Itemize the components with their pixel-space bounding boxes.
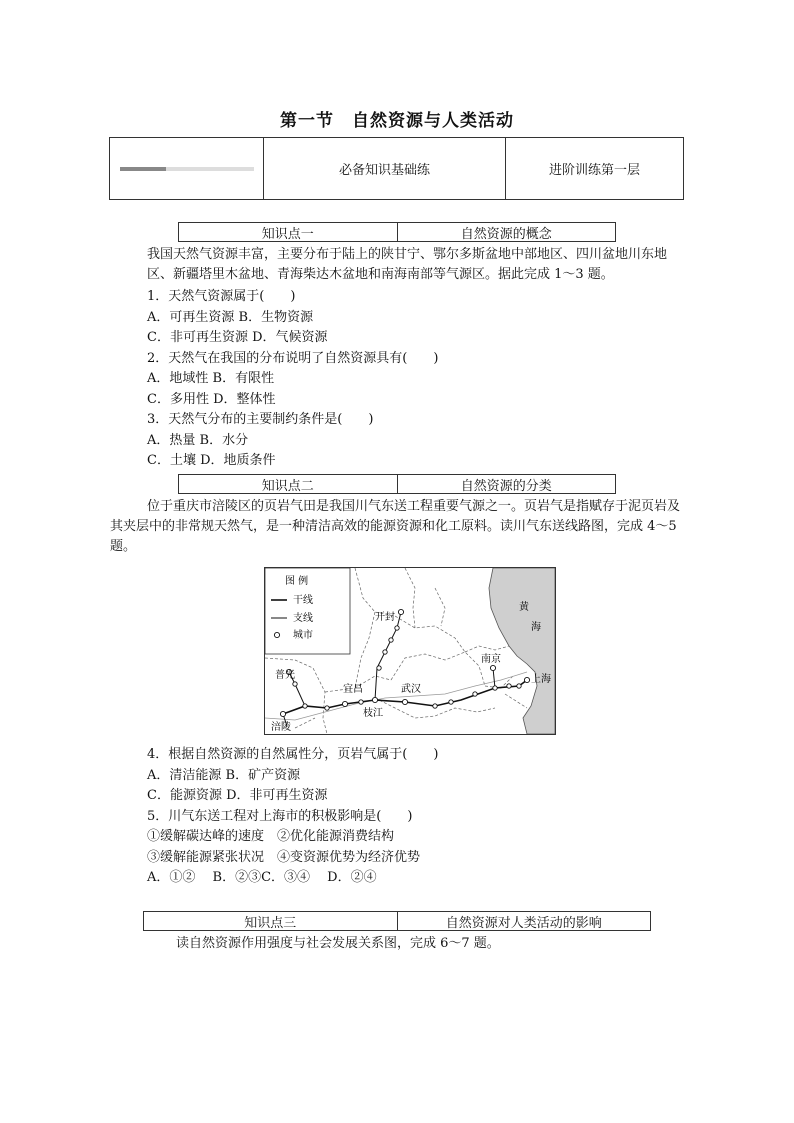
city-label-yichang: 宜昌 [343,684,363,695]
question-2-options-ab: A．地域性 B．有限性 [147,371,275,386]
knowledge-point-topic: 自然资源对人类活动的影响 [445,915,602,931]
question-1-options-ab: A．可再生资源 B．生物资源 [147,309,314,325]
station-zhijiang [372,697,377,702]
knowledge-point-label: 知识点三 [144,912,398,930]
question-1-stem: 1．天然气资源属于( ) [147,289,296,304]
knowledge-point-topic: 自然资源的概念 [460,226,552,242]
station-marker [433,704,437,708]
station-shanghai [524,677,529,682]
question-1-options-cd: C．非可再生资源 D．气候资源 [147,330,328,345]
question-3-options-ab: A．热量 B．水分 [147,432,249,448]
question-4-stem: 4．根据自然资源的自然属性分，页岩气属于( ) [147,747,439,762]
header-advanced-training: 进阶训练第一层 [548,163,640,178]
city-label-kaifeng: 开封 [375,612,395,623]
station-marker [473,692,477,696]
station-marker [449,700,453,704]
city-label-puguang: 普光 [275,670,295,681]
legend-city-symbol [274,632,279,637]
question-5-stem: 5．川气东送工程对上海市的积极影响是( ) [147,808,413,824]
station-marker [395,626,399,630]
station-marker [359,700,363,704]
section-header-table [109,137,684,200]
station-marker [517,684,521,688]
knowledge-point-1-header [178,222,616,242]
legend-branch-label: 支线 [293,613,313,624]
question-5-statements-12: ①缓解碳达峰的速度 ②优化能源消费结构 [147,829,395,844]
station-marker [303,704,307,708]
progress-bar [120,167,254,171]
station-fuling [280,711,285,716]
station-wuhan [402,699,407,704]
city-label-nanjing: 南京 [481,654,501,665]
page-title: 第一节 自然资源与人类活动 [280,111,514,131]
station-marker [389,638,393,642]
question-2-options-cd: C．多用性 D．整体性 [147,391,276,407]
question-4-options-cd: C．能源资源 D．非可再生资源 [147,788,328,803]
station-yichang [342,701,347,706]
station-marker [383,650,387,654]
city-label-zhijiang: 枝江 [363,708,383,719]
legend-title: 图 例 [285,576,309,587]
sea-area [489,568,555,734]
sea-label-1: 黄 [519,602,529,613]
question-3-options-cd: C．土壤 D．地质条件 [147,453,276,468]
map-svg [265,568,555,734]
station-marker [493,686,497,690]
station-kaifeng [398,609,403,614]
question-5-statements-34: ③缓解能源紧张状况 ④变资源优势为经济优势 [147,849,421,865]
station-marker [507,684,511,688]
question-5-choices: A．①② B．②③C．③④ D．②④ [147,870,377,885]
gas-pipeline-map [264,567,556,735]
knowledge-point-2-header [178,474,616,494]
station-marker [293,682,297,686]
intro-paragraph-1 [147,245,687,285]
station-nanjing [490,665,495,670]
intro-paragraph-2 [110,497,686,557]
intro-paragraph-3: 读自然资源作用强度与社会发展关系图，完成 6～7 题。 [176,936,500,951]
city-label-shanghai: 上海 [531,674,551,685]
legend-trunk-label: 干线 [293,595,313,606]
intro-text-2: 位于重庆市涪陵区的页岩气田是我国川气东送工程重要气源之一。页岩气是指赋存于泥页岩及其夹层中的非常规天然气，是一种清洁高效的能源资源和化工原料。读川气东送线路图，完成 4～5 题。 [110,499,681,554]
questions-4-5 [147,745,438,889]
question-2-stem: 2．天然气在我国的分布说明了自然资源具有( ) [147,350,439,366]
knowledge-point-label: 知识点二 [179,475,398,493]
knowledge-point-3-header [143,911,651,931]
knowledge-point-label: 知识点一 [179,223,398,241]
progress-cell [110,138,264,199]
sea-label-2: 海 [531,622,541,633]
header-basic-practice: 必备知识基础练 [264,138,506,199]
station-marker [325,706,329,710]
question-4-options-ab: A．清洁能源 B．矿产资源 [147,767,301,783]
intro-text-1: 我国天然气资源丰富，主要分布于陆上的陕甘宁、鄂尔多斯盆地中部地区、四川盆地川东地区、新疆塔里木盆地、青海柴达木盆地和南海南部等气源区。据此完成 1～3 题。 [147,247,668,282]
questions-1-3 [147,287,438,472]
legend-city-label: 城市 [293,630,313,641]
knowledge-point-topic: 自然资源的分类 [460,478,552,494]
river-line [265,672,527,720]
city-label-wuhan: 武汉 [401,684,421,695]
question-3-stem: 3．天然气分布的主要制约条件是( ) [147,412,374,427]
progress-bar-fill [120,167,167,171]
branch-kaifeng [375,612,401,700]
city-label-fuling: 涪陵 [271,722,291,733]
station-marker [377,666,381,670]
